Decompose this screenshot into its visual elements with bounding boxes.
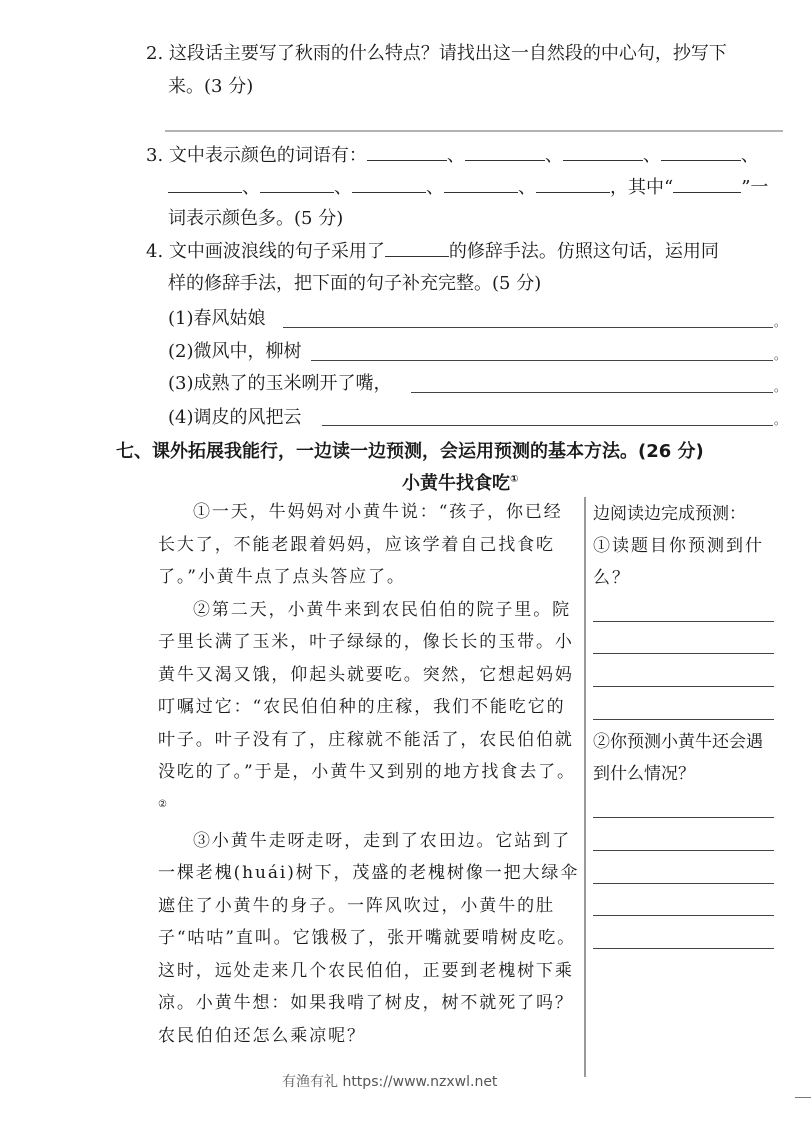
side-prompt-1: ①读题目你预测到什么？: [593, 536, 764, 588]
answer-line-q4-1[interactable]: [283, 327, 773, 328]
blank-color-2[interactable]: [465, 140, 545, 161]
blank-color-many[interactable]: [673, 172, 741, 193]
answer-line-q4-3[interactable]: [411, 392, 773, 393]
q4-item-4-label: (4)调皮的风把云: [168, 407, 302, 428]
section-7-heading: 七、课外拓展我能行，一边读一边预测，会运用预测的基本方法。(26 分): [116, 441, 704, 462]
separator: 、: [642, 145, 661, 166]
blank-color-7[interactable]: [352, 172, 426, 193]
blank-color-5[interactable]: [168, 172, 242, 193]
side-answer-line-1b[interactable]: [593, 653, 774, 654]
question-2-line2: 来。(3 分): [168, 76, 254, 97]
side-intro: 边阅读边完成预测：: [593, 504, 746, 524]
q4-item-1-label: (1)春风姑娘: [168, 308, 266, 329]
blank-color-1[interactable]: [367, 140, 447, 161]
period: 。: [774, 413, 787, 427]
answer-line-q4-2[interactable]: [311, 360, 773, 361]
story-body: [158, 496, 580, 1052]
separator: 、: [518, 177, 536, 198]
period: 。: [774, 348, 787, 362]
question-4-line2: 样的修辞手法，把下面的句子补充完整。(5 分): [168, 273, 542, 294]
question-3-line2: [168, 172, 768, 204]
side-answer-line-1d[interactable]: [593, 719, 774, 720]
question-3-prefix: 3. 文中表示颜色的词语有：: [146, 145, 367, 166]
question-3-mid: ，其中“: [610, 177, 674, 198]
blank-color-9[interactable]: [536, 172, 610, 193]
blank-color-8[interactable]: [444, 172, 518, 193]
side-prompt-2: ②你预测小黄牛还会遇到什么情况？: [593, 732, 763, 784]
question-3-line3: 词表示颜色多。(5 分): [168, 208, 344, 229]
q4-item-3-label: (3)成熟了的玉米咧开了嘴，: [168, 373, 392, 394]
period: 。: [774, 315, 787, 329]
q4-item-2-label: (2)微风中，柳树: [168, 341, 302, 362]
side-answer-line-1a[interactable]: [593, 621, 774, 622]
question-2-line1: 2. 这段话主要写了秋雨的什么特点？请找出这一自然段的中心句，抄写下: [146, 43, 727, 64]
blank-color-4[interactable]: [661, 140, 741, 161]
page-corner-mark: [795, 1097, 811, 1098]
story-paragraph-3: ③小黄牛走呀走呀，走到了农田边。它站到了一棵老槐(huái)树下，茂盛的老槐树像一把大绿伞遮住了小黄牛的身子。一阵风吹过，小黄牛的肚子“咕咕”直叫。它饿极了，张开嘴就要啃树皮吃。这时，远处走来几个农民伯伯，正要到老槐树下乘凉。小黄牛想：如果我啃了树皮，树不就死了吗？农民伯伯还怎么乘凉呢？: [158, 830, 580, 1046]
side-answer-line-2a[interactable]: [593, 817, 774, 818]
separator: 、: [426, 177, 444, 198]
column-divider: [584, 497, 586, 1077]
question-3-line1: [146, 140, 759, 172]
separator: 、: [242, 177, 260, 198]
separator: 、: [334, 177, 352, 198]
side-answer-line-1c[interactable]: [593, 686, 774, 687]
period: 。: [774, 380, 787, 394]
footer-watermark: 有渔有礼 https://www.nzxwl.net: [282, 1074, 498, 1090]
story-paragraph-2-text: ②第二天，小黄牛来到农民伯伯的院子里。院子里长满了玉米，叶子绿绿的，像长长的玉带。小黄牛又渴又饿，仰起头就要吃。突然，它想起妈妈叮嘱过它：“农民伯伯种的庄稼，我们不能吃它的叶子。叶子没有了，庄稼就不能活了，农民伯伯就没吃的了。”于是，小黄牛又到别的地方找食去了。: [158, 599, 576, 782]
answer-line-q2[interactable]: [165, 130, 783, 132]
story-paragraph-2: [158, 594, 580, 825]
side-answer-line-2b[interactable]: [593, 850, 774, 851]
story-paragraph-1: ①一天，牛妈妈对小黄牛说：“孩子，你已经长大了，不能老跟着妈妈，应该学着自己找食吃了。”小黄牛点了点头答应了。: [158, 502, 563, 587]
footnote-marker: ②: [158, 798, 169, 810]
separator: 、: [740, 145, 759, 166]
story-title: [402, 469, 518, 495]
footnote-marker: ①: [510, 474, 519, 485]
separator: 、: [544, 145, 563, 166]
story-title-text: 小黄牛找食吃: [402, 473, 510, 494]
question-4-line1: [146, 236, 719, 268]
side-answer-line-2c[interactable]: [593, 883, 774, 884]
blank-color-3[interactable]: [563, 140, 643, 161]
side-answer-line-2d[interactable]: [593, 915, 774, 916]
side-answer-line-2e[interactable]: [593, 948, 774, 949]
question-4-text-a: 4. 文中画波浪线的句子采用了: [146, 241, 385, 262]
question-4-text-b: 的修辞手法。仿照这句话，运用同: [448, 241, 719, 262]
answer-line-q4-4[interactable]: [322, 425, 773, 426]
blank-color-6[interactable]: [260, 172, 334, 193]
blank-rhetoric[interactable]: [385, 236, 449, 257]
question-3-end: ”一: [741, 177, 769, 198]
separator: 、: [446, 145, 465, 166]
